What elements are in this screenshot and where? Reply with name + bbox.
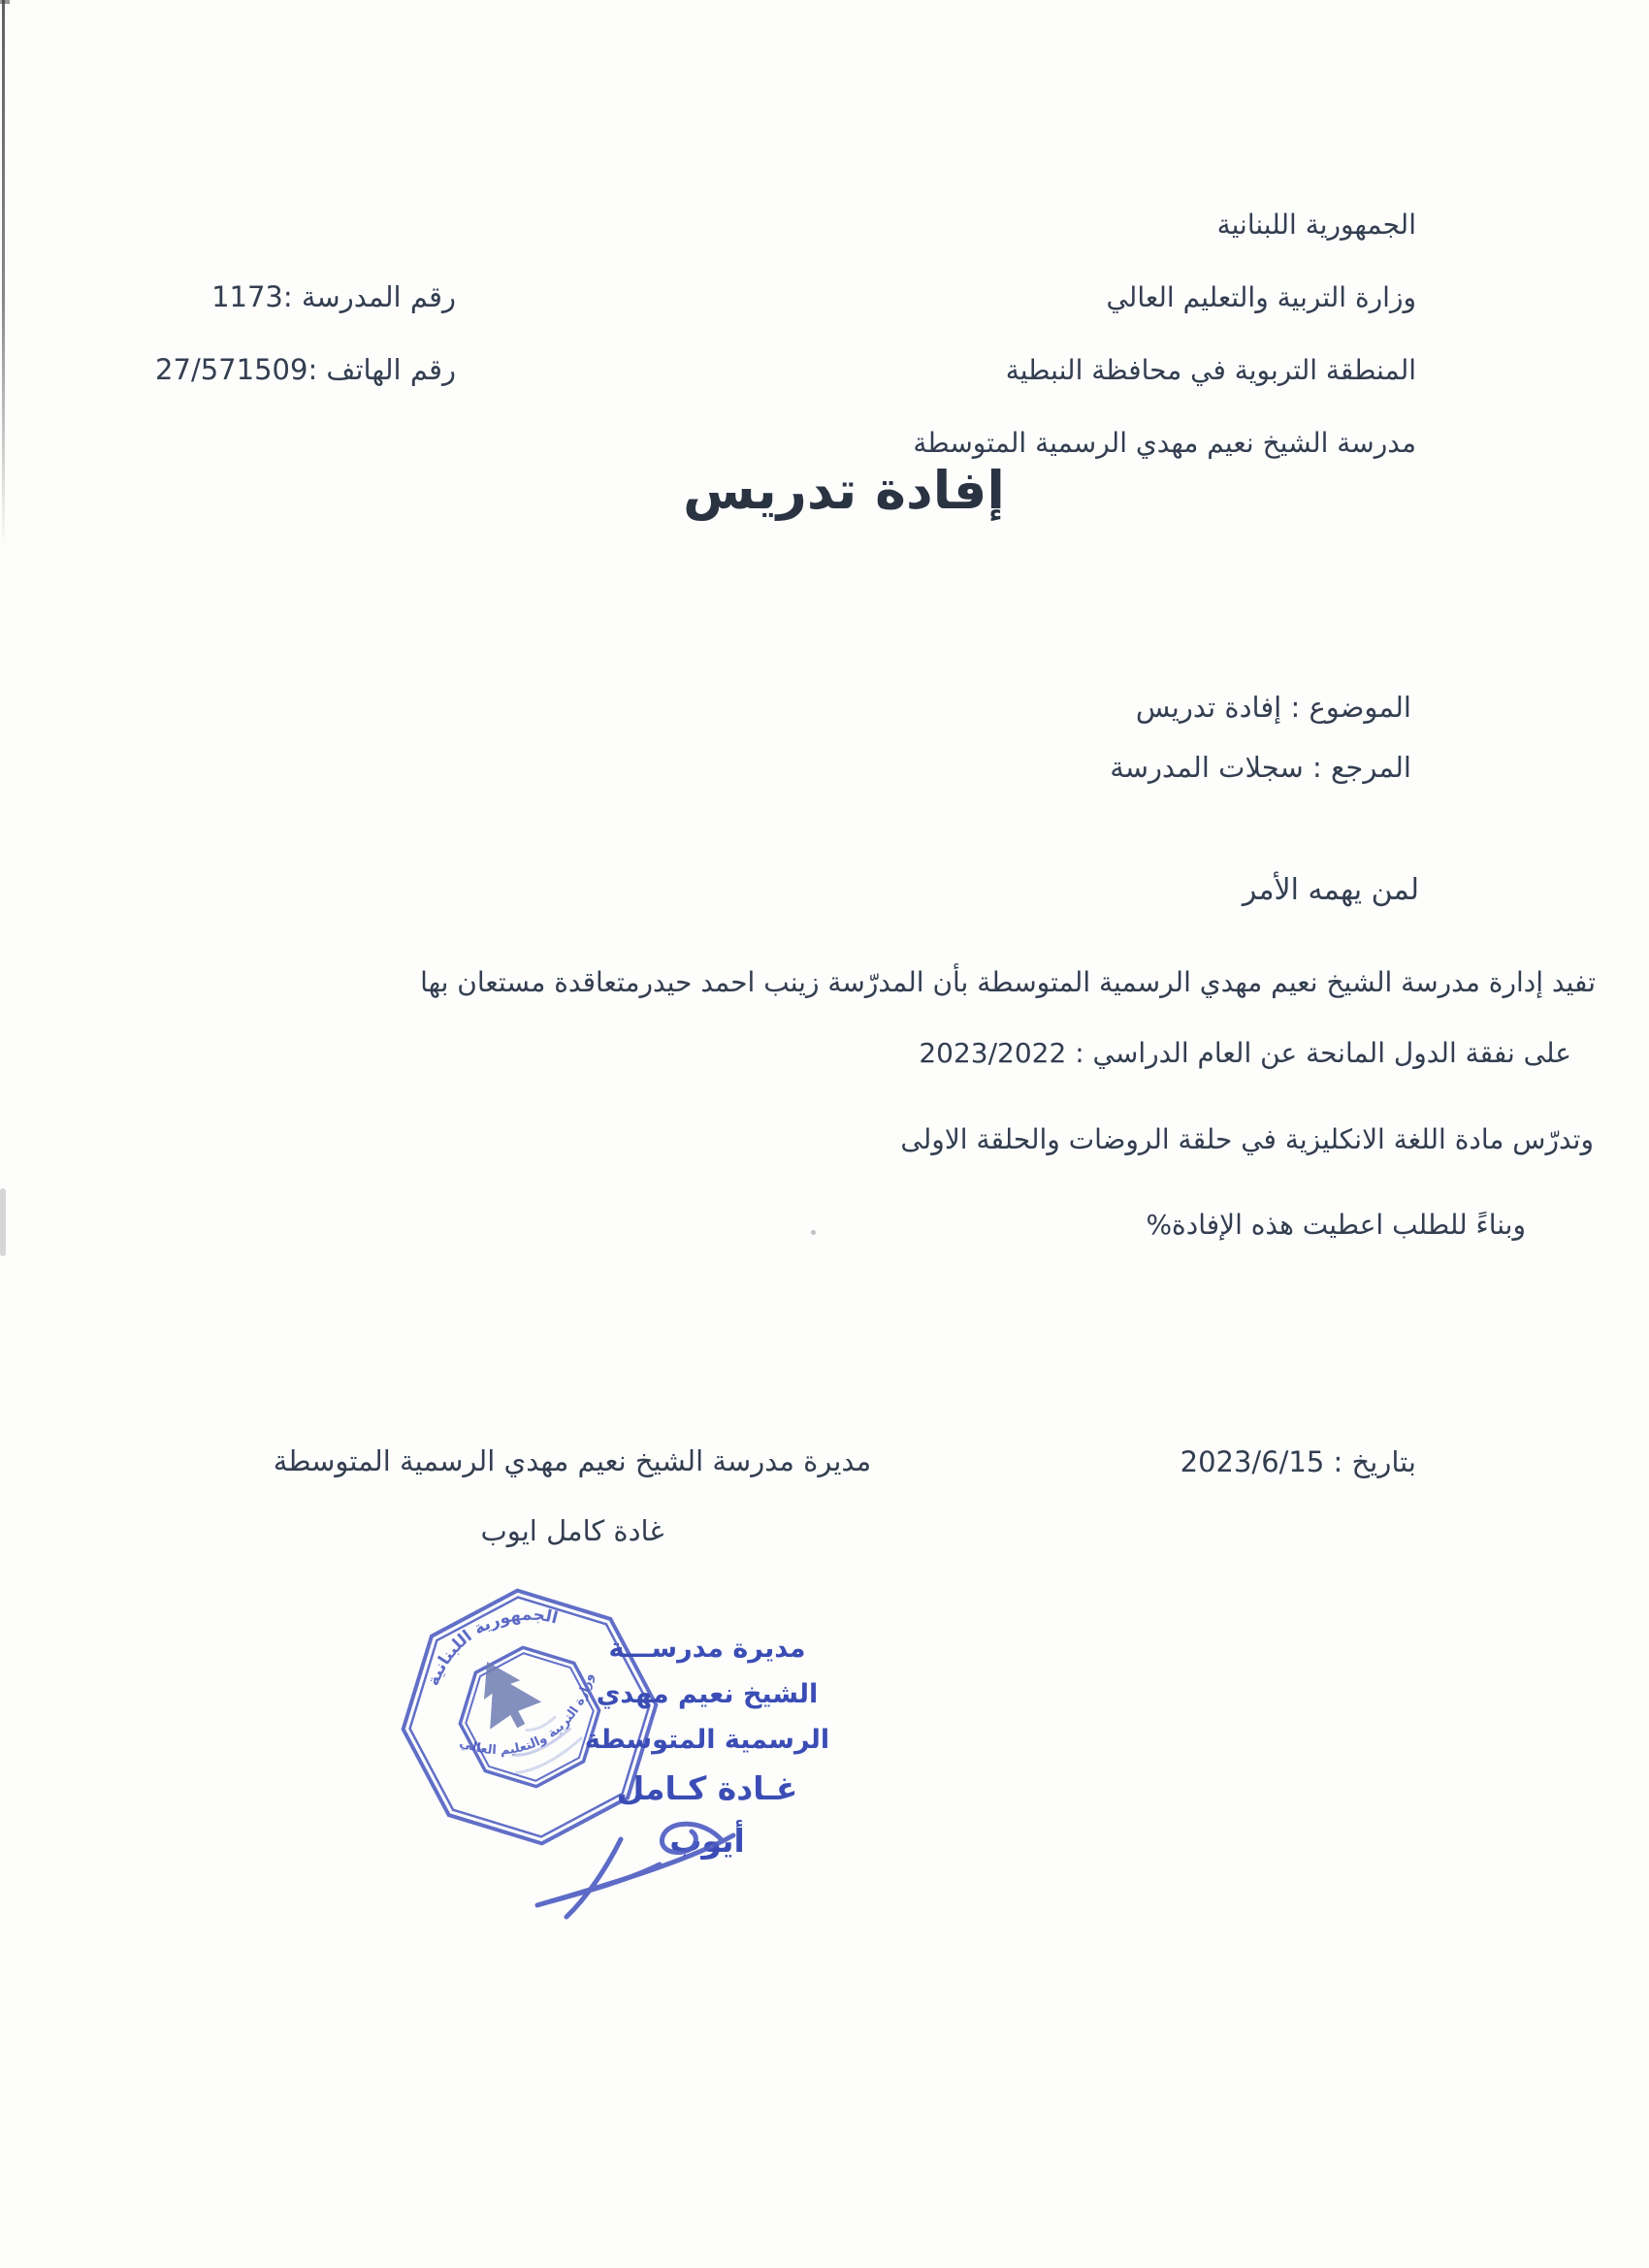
school-number: رقم المدرسة :1173 — [211, 280, 456, 313]
stamp-signer-name: غـادة كـامل أيوب — [616, 1769, 798, 1860]
scan-edge-artifact — [2, 0, 5, 548]
reference-line: المرجع : سجلات المدرسة — [1110, 751, 1411, 784]
body-line-3: وتدرّس مادة اللغة الانكليزية في حلقة الروضات والحلقة الاولى — [900, 1123, 1594, 1155]
body-line-4: وبناءً للطلب اعطيت هذه الإفادة% — [1146, 1209, 1526, 1241]
signature-scribble — [504, 1800, 795, 1927]
stamp-rim-text-bottom: وزارة التربية والتعليم العالي — [457, 1671, 597, 1759]
school-line: مدرسة الشيخ نعيم مهدي الرسمية المتوسطة — [913, 427, 1416, 459]
subject-line: الموضوع : إفادة تدريس — [1135, 691, 1411, 724]
stamp-line: الشيخ نعيم مهدي — [596, 1679, 819, 1709]
scan-speck — [811, 1230, 816, 1235]
signer-name: غادة كامل ايوب — [480, 1514, 664, 1547]
meta-block — [1110, 677, 1411, 797]
stamp-rim-text-top: الجمهورية اللبنانية — [423, 1604, 561, 1689]
scan-edge-artifact — [0, 1188, 6, 1256]
signature-block — [233, 1440, 912, 1552]
republic-line: الجمهورية اللبنانية — [1216, 209, 1416, 241]
district-line: المنطقة التربوية في محافظة النبطية — [1005, 354, 1416, 386]
date-line: بتاريخ : 2023/6/15 — [1180, 1445, 1416, 1478]
stamp-line: مديرة مدرســـة — [608, 1634, 806, 1664]
signer-title: مديرة مدرسة الشيخ نعيم مهدي الرسمية المتوسطة — [273, 1444, 872, 1477]
letterhead-left — [155, 261, 456, 406]
body-line-2: على نفقة الدول المانحة عن العام الدراسي : 2023/2022 — [919, 1037, 1571, 1069]
document-title: إفادة تدريس — [683, 460, 1005, 521]
scan-edge-artifact — [0, 0, 10, 4]
letterhead-right — [913, 188, 1416, 479]
salutation: لمن يهمه الأمر — [1242, 873, 1419, 907]
stamp-line: الرسمية المتوسطة — [584, 1725, 830, 1755]
body-line-1: تفيد إدارة مدرسة الشيخ نعيم مهدي الرسمية المتوسطة بأن المدرّسة زينب احمد حيدرمتعاقدة مستعان بها — [420, 966, 1596, 998]
phone-number: رقم الهاتف :27/571509 — [155, 353, 456, 386]
ministry-line: وزارة التربية والتعليم العالي — [1106, 281, 1416, 313]
